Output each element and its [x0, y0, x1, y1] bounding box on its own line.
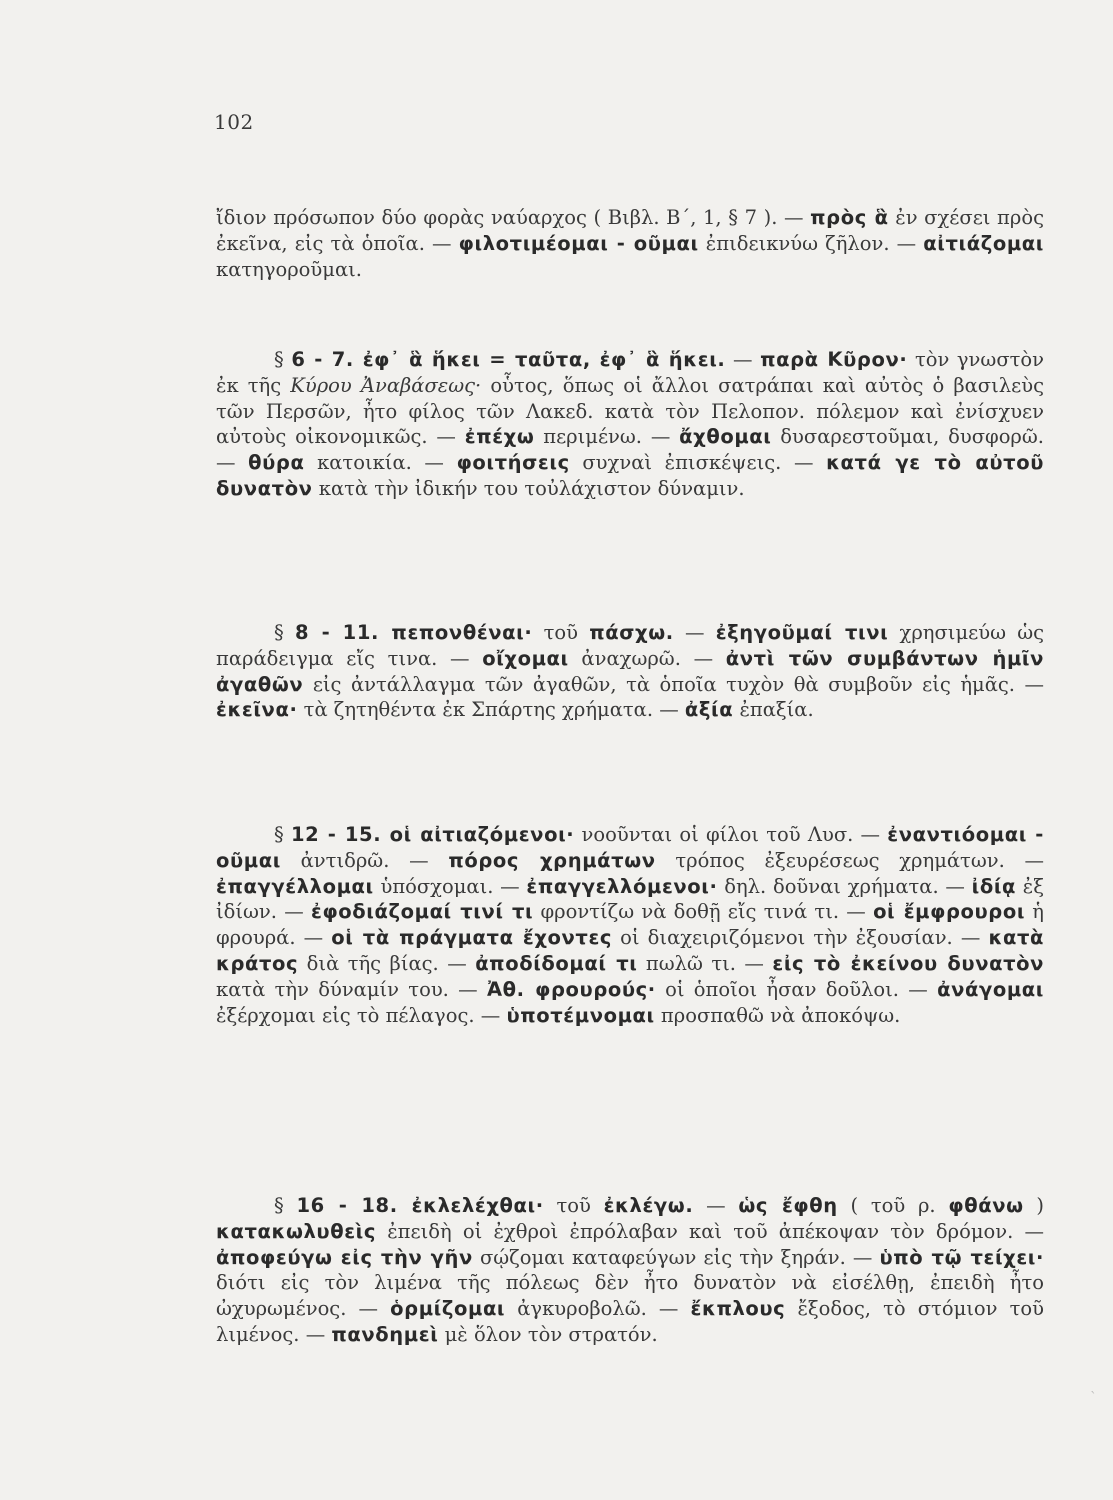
gloss-text: νοοῦνται οἱ φίλοι τοῦ Λυσ. — — [574, 823, 888, 846]
paragraph-1 — [216, 205, 1044, 282]
gloss-text: § — [274, 1194, 297, 1217]
lemma-term: ἐπαγγέλλομαι — [216, 874, 374, 898]
lemma-term: ἐξηγοῦμαί τινι — [715, 621, 889, 644]
gloss-text: — — [693, 1194, 739, 1217]
lemma-term: κατὰ κράτος — [216, 926, 1044, 975]
lemma-term: ὑποτέμνομαι — [506, 1003, 655, 1027]
lemma-term: ἐναντιόομαι - οῦμαι — [216, 823, 1045, 872]
gloss-text: φροντίζω νὰ δοθῇ εἴς τινά τι. — — [533, 900, 874, 924]
gloss-text: ἀντιδρῶ. — — [280, 848, 449, 872]
paragraph-2 — [216, 347, 1044, 502]
lemma-term: πανδημεὶ — [331, 1322, 439, 1346]
lemma-term: ὑπὸ τῷ τείχει· — [879, 1245, 1044, 1269]
gloss-text: οὗτος, ὅπως οἱ ἄλλοι σατράπαι καὶ αὐτὸς ὁ βασιλεὺς τῶν Περσῶν, ἦτο φίλος τῶν Λακεδ. κατὰ τὸν Πελοπον. πόλεμον καὶ ἐνίσχυεν αὐτοὺς οἰκονομικῶς. — — [216, 373, 1044, 449]
gloss-text: ἀναχωρῶ. — — [568, 646, 726, 670]
lemma-term: οἱ ἔμφρουροι — [873, 900, 1026, 924]
lemma-term: κατά γε τὸ αὐτοῦ δυνατὸν — [216, 451, 1044, 500]
gloss-text: ( τοῦ ρ. — [837, 1194, 949, 1217]
gloss-text: κατὰ τὴν δύναμίν του. — — [216, 977, 487, 1001]
lemma-term: οἱ τὰ πράγματα ἔχοντες — [331, 926, 613, 950]
lemma-term: ἀντὶ τῶν συμβάντων ἡμῖν ἀγαθῶν — [216, 646, 1044, 696]
gloss-text: ἴδιον πρόσωπον δύο φορὰς ναύαρχος ( Βιβλ. Β΄, 1, § 7 ). — — [216, 206, 811, 229]
lemma-term: κατακωλυθεὶς — [216, 1219, 377, 1243]
gloss-text: ἡ φρουρά. — — [216, 900, 1044, 950]
lemma-term: πόρος χρημάτων — [448, 848, 656, 872]
gloss-text: τοῦ — [543, 1194, 604, 1217]
gloss-text: § — [274, 621, 295, 644]
gloss-text: ἐπειδὴ οἱ ἐχθροὶ ἐπρόλαβαν καὶ τοῦ ἀπέκοψαν τὸν δρόμον. — — [376, 1219, 1044, 1243]
lemma-term: φθάνω — [948, 1194, 1024, 1217]
gloss-text: τρόπος ἐξευρέσεως χρημάτων. — — [655, 848, 1044, 872]
gloss-text: προσπαθῶ νὰ ἀποκόψω. — [654, 1003, 901, 1027]
gloss-text: διότι εἰς τὸν λιμένα τῆς πόλεως δὲν ἦτο δυνατὸν νὰ εἰσέλθῃ, ἐπειδὴ ἦτο ὠχυρωμένος. — — [216, 1271, 1044, 1321]
lemma-term: ἀνάγομαι — [937, 977, 1044, 1001]
lemma-term: ἐπέχω — [464, 425, 535, 449]
gloss-text: δυσαρεστοῦμαι, δυσφορῶ. — — [216, 425, 1045, 475]
book-title: Κύρου Ἀναβάσεως· — [290, 373, 482, 397]
scan-mark: ` — [1090, 1390, 1097, 1406]
paragraph-3 — [216, 620, 1044, 723]
gloss-text: — — [725, 348, 761, 371]
gloss-text: § — [274, 348, 292, 371]
gloss-text: — — [673, 621, 716, 644]
lemma-term: φοιτήσεις — [456, 451, 570, 475]
gloss-text: σῴζομαι καταφεύγων εἰς τὴν ξηράν. — — [472, 1245, 880, 1269]
lemma-term: θύρα — [248, 451, 305, 475]
lemma-term: 6 - 7. ἐφ᾽ ἃ ἥκει = ταῦτα, ἐφ᾽ ἃ ἥκει. — [291, 348, 726, 371]
lemma-term: ἐκεῖνα· — [216, 698, 298, 722]
gloss-text: ἐξ ἰδίων. — — [216, 874, 1044, 924]
gloss-text: τὸν γνωστὸν ἐκ τῆς — [216, 348, 1045, 397]
lemma-term: ὁρμίζομαι — [390, 1297, 506, 1321]
gloss-text: κατοικία. — — [304, 451, 457, 475]
gloss-text: ἐπιδεικνύω ζῆλον. — — [698, 231, 924, 255]
gloss-text: εἰς ἀντάλλαγμα τῶν ἀγαθῶν, τὰ ὁποῖα τυχὸν θὰ συμβοῦν εἰς ἡμᾶς. — — [303, 672, 1044, 696]
lemma-term: πάσχω. — [589, 621, 674, 644]
gloss-text: διὰ τῆς βίας. — — [298, 951, 476, 975]
lemma-term: ἄχθομαι — [679, 425, 772, 449]
gloss-text: τὰ ζητηθέντα ἐκ Σπάρτης χρήματα. — — [297, 698, 685, 722]
lemma-term: ἀξία — [684, 698, 734, 722]
lemma-term: Ἀθ. φρουρούς· — [486, 977, 656, 1001]
lemma-term: ἀποδίδομαί τι — [475, 951, 638, 975]
lemma-term: οἴχομαι — [482, 646, 569, 670]
lemma-term: ἐπαγγελλόμενοι· — [526, 874, 718, 898]
page-number: 102 — [214, 110, 254, 134]
gloss-text: πωλῶ τι. — — [637, 951, 773, 975]
gloss-text: περιμένω. — — [534, 425, 680, 449]
lemma-term: ὡς ἔφθη — [738, 1194, 838, 1217]
gloss-text: ἐξέρχομαι εἰς τὸ πέλαγος. — — [216, 1003, 507, 1027]
gloss-text: κατηγοροῦμαι. — [216, 257, 362, 281]
gloss-text: ) — [1023, 1194, 1045, 1217]
lemma-term: ἔκπλους — [690, 1297, 786, 1321]
lemma-term: πρὸς ἃ — [810, 206, 889, 229]
paragraph-4 — [216, 822, 1044, 1028]
gloss-text: συχναὶ ἐπισκέψεις. — — [569, 451, 827, 475]
lemma-term: παρὰ Κῦρον· — [760, 348, 908, 371]
lemma-term: 8 - 11. πεπονθέναι· — [294, 621, 533, 644]
gloss-text: οἱ διαχειριζόμενοι τὴν ἐξουσίαν. — — [612, 926, 989, 950]
lemma-term: ἐκλέγω. — [603, 1194, 694, 1217]
gloss-text: χρησιμεύω ὡς παράδειγμα εἴς τινα. — — [216, 621, 1045, 670]
lemma-term: φιλοτιμέομαι - οῦμαι — [458, 231, 699, 255]
gloss-text: τοῦ — [532, 621, 590, 644]
lemma-term: ἰδίᾳ — [971, 874, 1017, 898]
gloss-text: ἐπαξία. — [733, 698, 814, 722]
lemma-term: 12 - 15. οἱ αἰτιαζόμενοι· — [290, 823, 575, 846]
gloss-text: κατὰ τὴν ἰδικήν του τοὐλάχιστον δύναμιν. — [312, 476, 745, 500]
gloss-text: ὑπόσχομαι. — — [373, 874, 527, 898]
gloss-text: μὲ ὅλον τὸν στρατόν. — [438, 1322, 658, 1346]
gloss-text: ἀγκυροβολῶ. — — [505, 1297, 691, 1321]
lemma-term: ἀποφεύγω εἰς τὴν γῆν — [216, 1245, 473, 1269]
paragraph-5 — [216, 1193, 1044, 1348]
gloss-text: ἔξοδος, τὸ στόμιον τοῦ λιμένος. — — [216, 1297, 1045, 1346]
lemma-term: αἰτιάζομαι — [923, 231, 1044, 255]
gloss-text: ἐν σχέσει πρὸς ἐκεῖνα, εἰς τὰ ὁποῖα. — — [216, 206, 1044, 255]
lemma-term: ἐφοδιάζομαί τινί τι — [311, 900, 534, 924]
gloss-text: § — [274, 823, 291, 846]
gloss-text: οἱ ὁποῖοι ἦσαν δοῦλοι. — — [655, 977, 938, 1001]
lemma-term: 16 - 18. ἐκλελέχθαι· — [296, 1194, 544, 1217]
gloss-text: δηλ. δοῦναι χρήματα. — — [717, 874, 972, 898]
lemma-term: εἰς τὸ ἐκείνου δυνατὸν — [772, 951, 1044, 975]
